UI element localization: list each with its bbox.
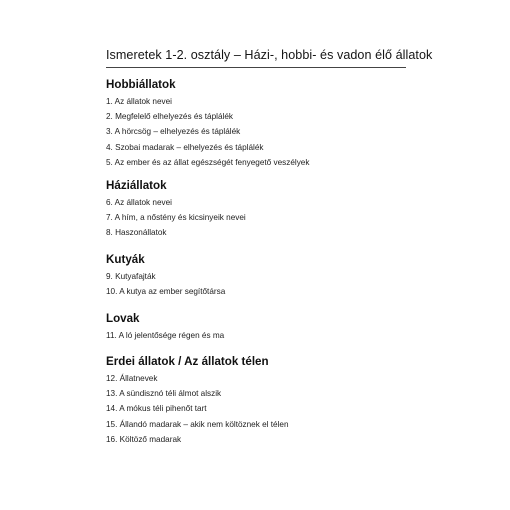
list-item: 8. Haszonállatok: [106, 228, 167, 238]
section-heading: Lovak: [106, 312, 140, 325]
list-item: 9. Kutyafajták: [106, 272, 156, 281]
list-item: 7. A hím, a nőstény és kicsinyeik nevei: [106, 213, 246, 223]
section-heading: Kutyák: [106, 253, 145, 266]
list-item: 1. Az állatok nevei: [106, 97, 172, 106]
section-items: [106, 94, 309, 170]
section-erdei-allatok: [106, 355, 289, 447]
section-items: [106, 269, 225, 299]
list-item: 5. Az ember és az állat egészségét fenyegető veszélyek: [106, 157, 310, 167]
section-items: [106, 328, 224, 343]
list-item: 6. Az állatok nevei: [106, 198, 172, 207]
section-hobbiallatok: [106, 78, 309, 170]
list-item: 13. A sündisznó téli álmot alszik: [106, 389, 222, 399]
page-title: Ismeretek 1-2. osztály – Házi-, hobbi- és vadon élő állatok: [106, 48, 406, 68]
section-lovak: [106, 312, 224, 343]
section-items: [106, 371, 289, 447]
section-heading: Háziállatok: [106, 179, 167, 192]
list-item: 12. Állatnevek: [106, 374, 158, 383]
table-of-contents: [106, 48, 433, 444]
list-item: 14. A mókus téli pihenőt tart: [106, 404, 207, 414]
section-heading: Erdei állatok / Az állatok télen: [106, 355, 269, 368]
section-kutyak: [106, 253, 225, 299]
list-item: 10. A kutya az ember segítőtársa: [106, 287, 226, 297]
list-item: 16. Költöző madarak: [106, 434, 182, 444]
list-item: 3. A hörcsög – elhelyezés és táplálék: [106, 127, 241, 137]
section-haziallatok: [106, 179, 246, 241]
list-item: 11. A ló jelentősége régen és ma: [106, 331, 225, 340]
list-item: 15. Állandó madarak – akik nem költöznek el télen: [106, 419, 289, 429]
list-item: 2. Megfelelő elhelyezés és táplálék: [106, 112, 233, 122]
section-heading: Hobbiállatok: [106, 78, 176, 91]
list-item: 4. Szobai madarak – elhelyezés és táplálék: [106, 142, 264, 152]
section-items: [106, 195, 246, 241]
